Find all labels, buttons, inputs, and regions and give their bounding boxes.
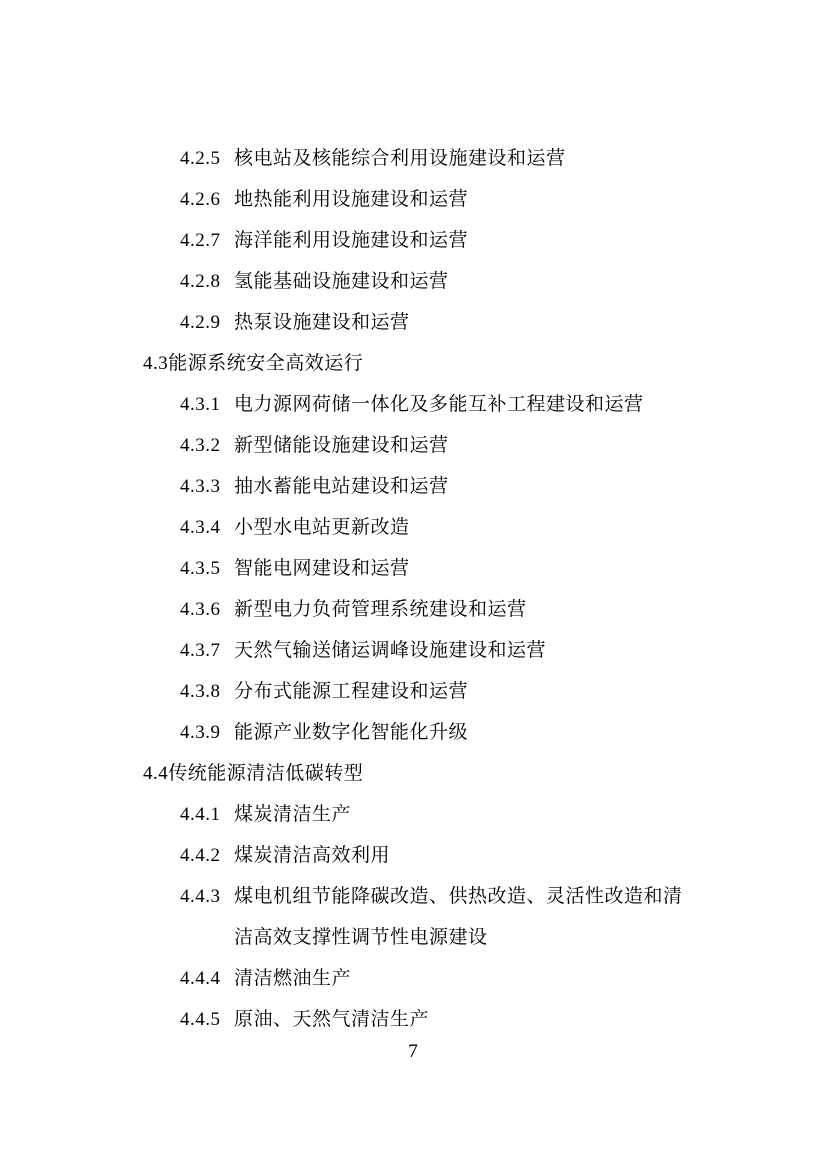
toc-item-4-3-4	[180, 515, 410, 540]
item-number: 4.3.5	[180, 558, 221, 579]
item-title: 分布式能源工程建设和运营	[234, 680, 469, 702]
item-title: 氢能基础设施建设和运营	[234, 270, 449, 292]
item-title: 新型储能设施建设和运营	[234, 434, 449, 456]
item-number: 4.3.6	[180, 599, 221, 620]
item-number: 4.2.8	[180, 271, 221, 292]
item-title: 清洁燃油生产	[234, 967, 352, 989]
toc-item-4-4-1	[180, 802, 351, 827]
toc-item-4-4-3-continuation	[234, 925, 488, 949]
item-title: 海洋能利用设施建设和运营	[234, 229, 469, 251]
item-title: 能源产业数字化智能化升级	[234, 721, 469, 743]
item-title: 抽水蓄能电站建设和运营	[234, 475, 449, 497]
toc-item-4-4-4	[180, 966, 351, 991]
item-title: 核电站及核能综合利用设施建设和运营	[234, 147, 566, 169]
toc-item-4-3-6	[180, 597, 527, 622]
item-number: 4.3.4	[180, 517, 221, 538]
item-title: 智能电网建设和运营	[234, 557, 410, 579]
toc-item-4-4-3	[180, 884, 683, 909]
toc-item-4-2-5	[180, 146, 566, 171]
item-number: 4.3.7	[180, 640, 221, 661]
toc-item-4-3-7	[180, 638, 546, 663]
item-title: 煤电机组节能降碳改造、供热改造、灵活性改造和清	[234, 885, 683, 907]
toc-item-4-3-3	[180, 474, 449, 499]
item-number: 4.4.2	[180, 845, 221, 866]
item-number: 4.3.9	[180, 722, 221, 743]
item-number: 4.2.6	[180, 189, 221, 210]
item-number: 4.2.5	[180, 148, 221, 169]
toc-item-4-3-9	[180, 720, 468, 745]
item-title: 煤炭清洁高效利用	[234, 844, 391, 866]
toc-item-4-2-6	[180, 187, 468, 212]
toc-item-4-2-8	[180, 269, 449, 294]
item-number: 4.2.9	[180, 312, 221, 333]
toc-item-4-4-5	[180, 1007, 429, 1032]
section-title: 能源系统安全高效运行	[168, 352, 364, 374]
item-title: 小型水电站更新改造	[234, 516, 410, 538]
item-number: 4.2.7	[180, 230, 221, 251]
section-number: 4.3	[143, 353, 169, 374]
item-title: 地热能利用设施建设和运营	[234, 188, 469, 210]
item-title: 电力源网荷储一体化及多能互补工程建设和运营	[234, 393, 644, 415]
item-number: 4.4.1	[180, 804, 221, 825]
toc-item-4-4-2	[180, 843, 390, 868]
item-number: 4.4.4	[180, 968, 221, 989]
item-title: 煤炭清洁生产	[234, 803, 352, 825]
toc-item-4-2-7	[180, 228, 468, 253]
item-number: 4.3.8	[180, 681, 221, 702]
item-number: 4.3.3	[180, 476, 221, 497]
toc-item-4-3-2	[180, 433, 449, 458]
toc-item-4-3-1	[180, 392, 644, 417]
item-title: 原油、天然气清洁生产	[234, 1008, 430, 1030]
item-title: 新型电力负荷管理系统建设和运营	[234, 598, 527, 620]
toc-section-4-4	[143, 761, 363, 786]
toc-item-4-3-8	[180, 679, 468, 704]
toc-item-4-3-5	[180, 556, 410, 581]
section-title: 传统能源清洁低碳转型	[168, 762, 364, 784]
toc-section-4-3	[143, 351, 363, 376]
section-number: 4.4	[143, 763, 169, 784]
item-number: 4.4.5	[180, 1009, 221, 1030]
item-title: 天然气输送储运调峰设施建设和运营	[234, 639, 547, 661]
item-number: 4.3.1	[180, 394, 221, 415]
item-number: 4.4.3	[180, 886, 221, 907]
item-number: 4.3.2	[180, 435, 221, 456]
page-number: 7	[408, 1041, 418, 1062]
item-title-continuation: 洁高效支撑性调节性电源建设	[234, 926, 488, 948]
toc-item-4-2-9	[180, 310, 410, 335]
item-title: 热泵设施建设和运营	[234, 311, 410, 333]
